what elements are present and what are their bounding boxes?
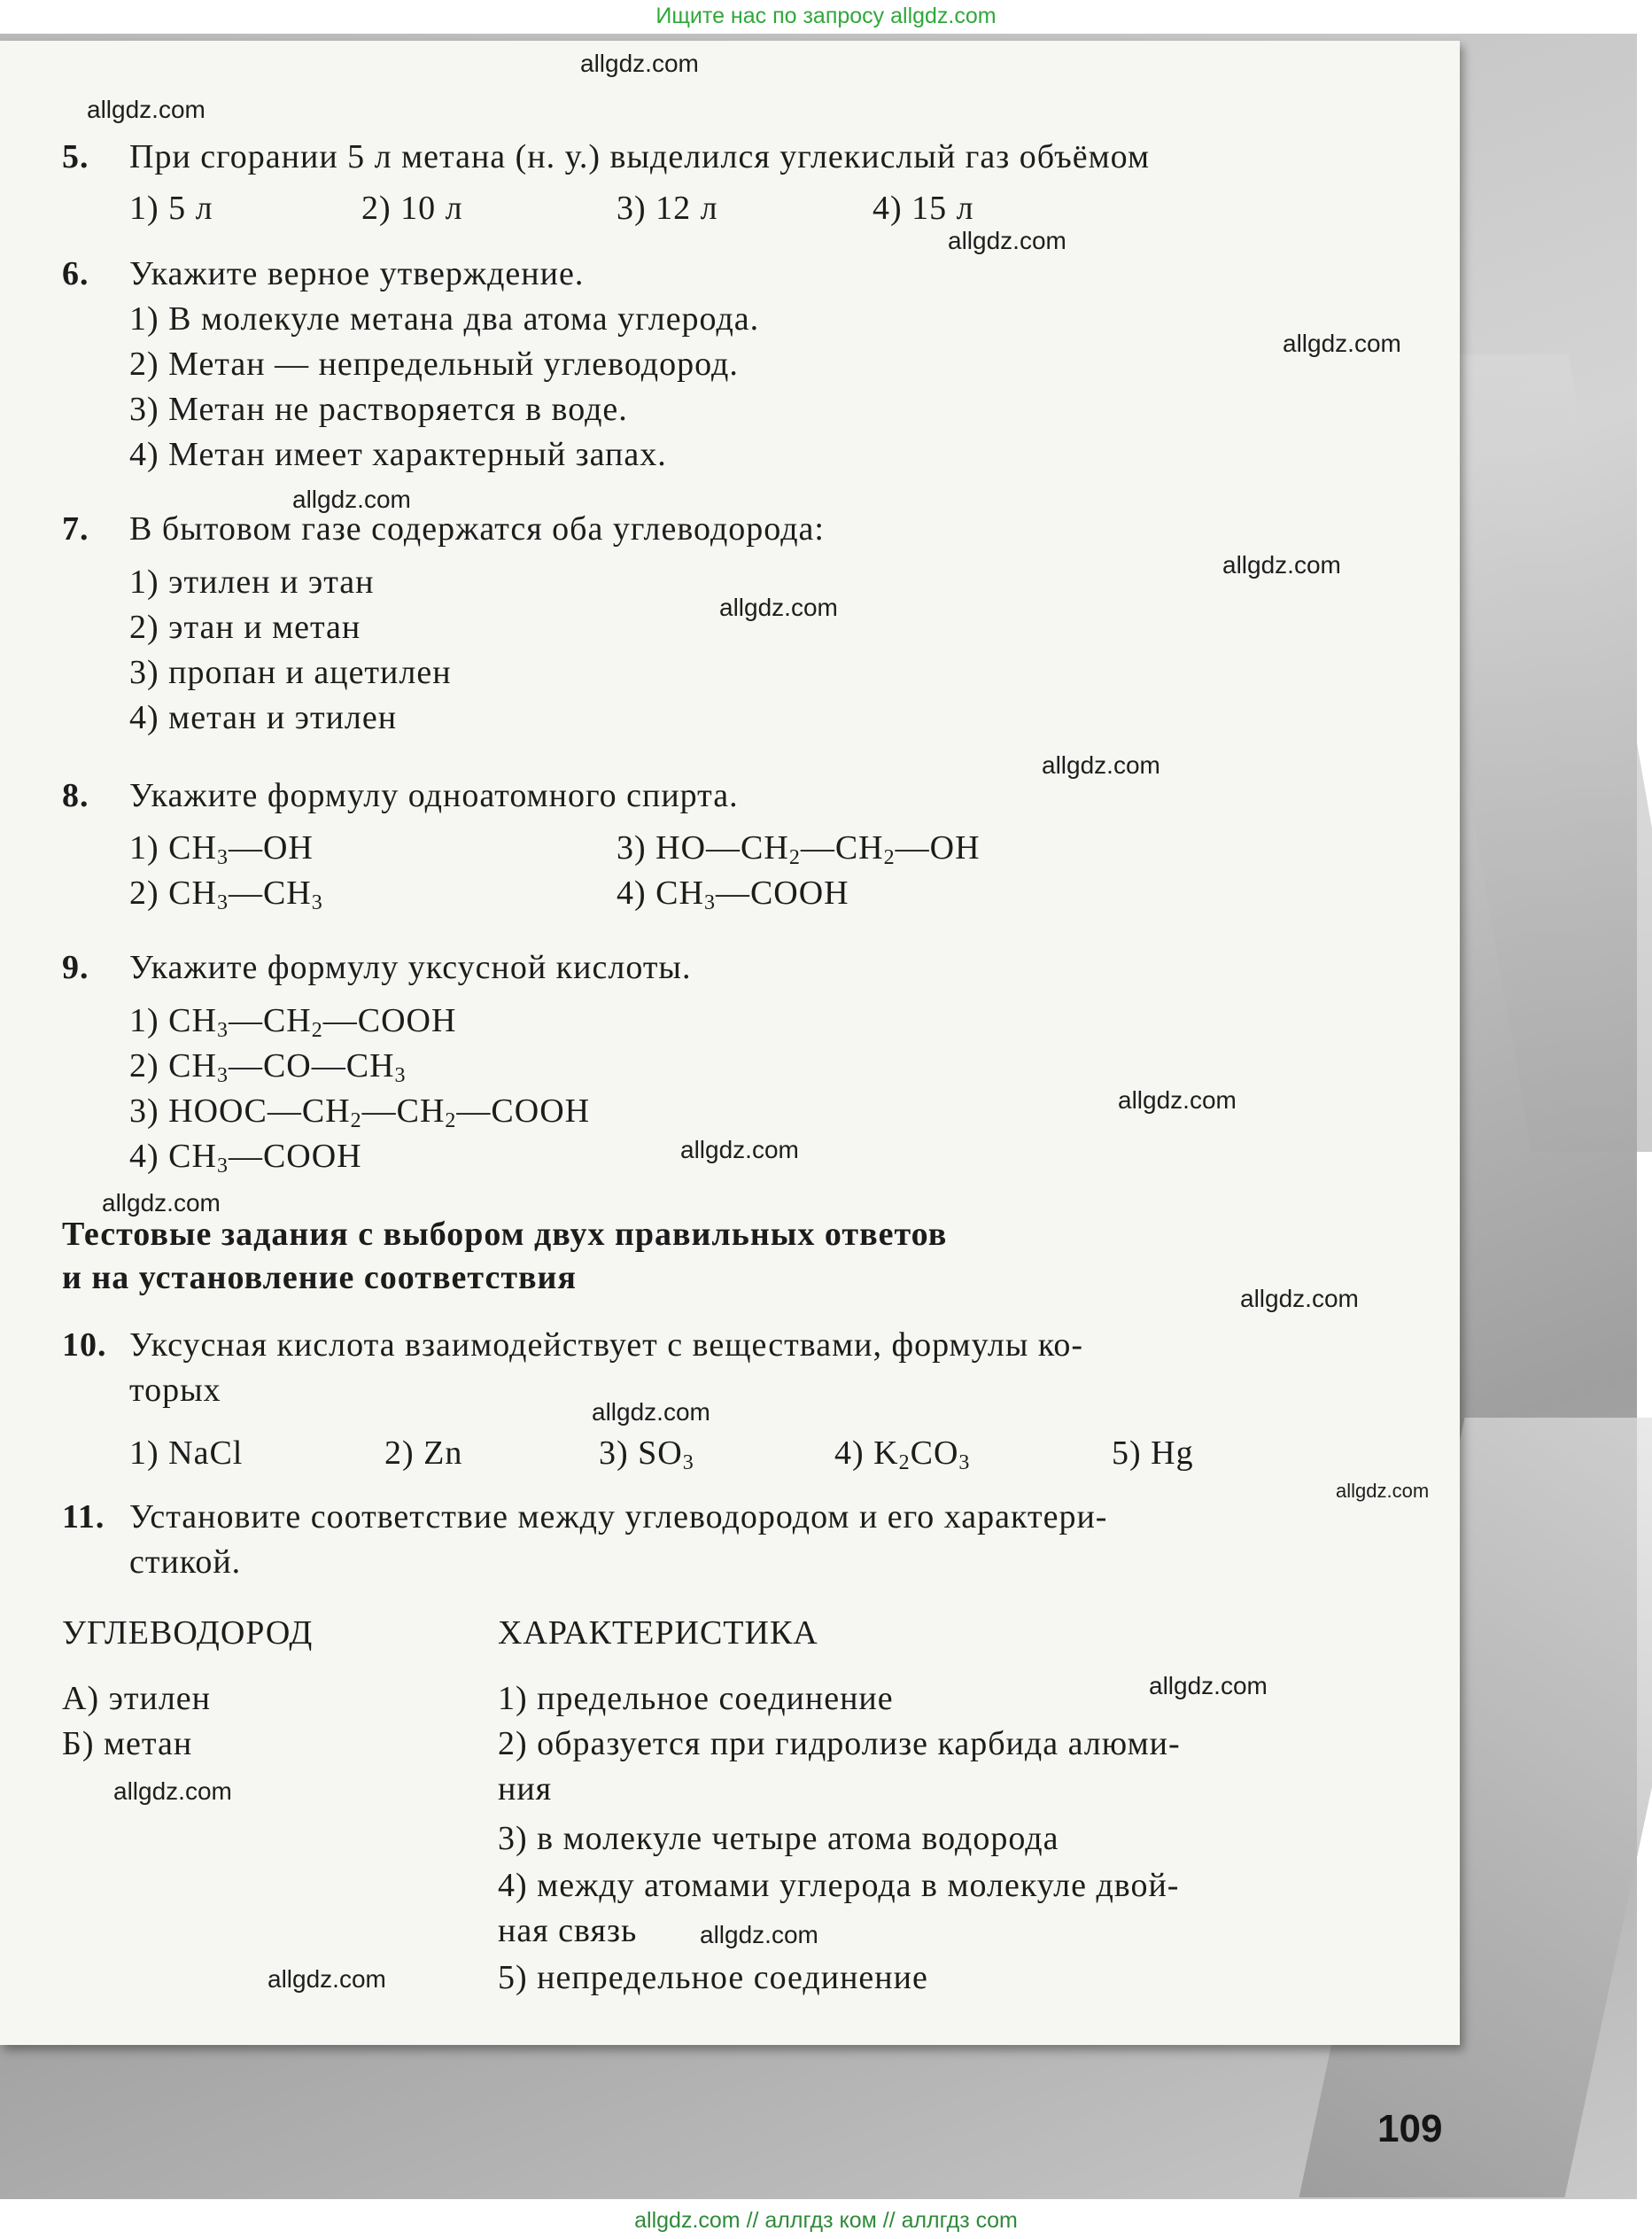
watermark[interactable]: allgdz.com [1222, 551, 1341, 579]
match-left-item: А) этилен [62, 1680, 212, 1717]
watermark[interactable]: allgdz.com [87, 96, 206, 123]
answer-option: 1) В молекуле метана два атома углерода. [129, 300, 760, 338]
answer-option: 4) Метан имеет характерный запах. [129, 436, 667, 473]
watermark[interactable]: allgdz.com [948, 227, 1066, 254]
question-text: торых [129, 1372, 221, 1409]
question-text: Укажите формулу уксусной кислоты. [129, 949, 692, 986]
question-number: 10. [62, 1326, 107, 1364]
question-text: Уксусная кислота взаимодействует с веществами, формулы ко- [129, 1326, 1084, 1364]
watermark[interactable]: allgdz.com [719, 594, 838, 621]
watermark[interactable]: allgdz.com [1118, 1086, 1237, 1114]
watermark[interactable]: allgdz.com [113, 1777, 232, 1805]
formula-option: 2) $CH_3—CO—CH_3$ [129, 1047, 407, 1087]
answer-option: 2) этан и метан [129, 609, 361, 646]
watermark[interactable]: allgdz.com [1336, 1480, 1430, 1502]
answer-option: 5) Hg [1112, 1434, 1194, 1472]
bottom-banner[interactable]: allgdz.com // аллгдз ком // аллгдз com [634, 2208, 1018, 2233]
formula-option: 3) $HOOC—CH_2—CH_2—COOH$ [129, 1092, 591, 1132]
answer-option: 2) 10 л [361, 190, 463, 227]
watermark[interactable]: allgdz.com [1240, 1285, 1359, 1312]
column-header: УГЛЕВОДОРОД [62, 1614, 314, 1652]
question-text: Укажите формулу одноатомного спирта. [129, 777, 739, 814]
formula-option: 4) $K_2CO_3$ [834, 1434, 971, 1474]
answer-option: 2) Метан — непредельный углеводород. [129, 346, 739, 383]
watermark[interactable]: allgdz.com [580, 50, 699, 77]
formula-option: 2) $CH_3—CH_3$ [129, 875, 323, 914]
textbook-page [0, 41, 1460, 2045]
formula-option: 3) $SO_3$ [599, 1434, 694, 1474]
section-heading: Тестовые задания с выбором двух правильных ответов [62, 1216, 948, 1253]
answer-option: 1) 5 л [129, 190, 213, 227]
watermark[interactable]: allgdz.com [680, 1136, 799, 1163]
question-number: 8. [62, 777, 89, 814]
question-number: 7. [62, 510, 89, 548]
question-number: 11. [62, 1498, 105, 1535]
question-text: При сгорании 5 л метана (н. у.) выделился углекислый газ объёмом [129, 138, 1151, 175]
watermark[interactable]: allgdz.com [1042, 751, 1160, 779]
section-heading: и на установление соответствия [62, 1259, 577, 1296]
formula-option: 1) $CH_3—OH$ [129, 829, 314, 869]
page-number: 109 [1377, 2107, 1443, 2150]
question-text: В бытовом газе содержатся оба углеводорода: [129, 510, 825, 548]
match-left-item: Б) метан [62, 1725, 193, 1762]
watermark[interactable]: allgdz.com [592, 1398, 710, 1426]
answer-option: 2) Zn [384, 1434, 463, 1472]
formula-option: 3) $HO—CH_2—CH_2—OH$ [617, 829, 981, 869]
match-right-item: ная связь [498, 1912, 638, 1949]
column-header: ХАРАКТЕРИСТИКА [498, 1614, 818, 1652]
formula-option: 4) $CH_3—COOH$ [129, 1138, 362, 1178]
answer-option: 4) метан и этилен [129, 699, 398, 736]
match-right-item: 3) в молекуле четыре атома водорода [498, 1820, 1059, 1857]
question-text: Укажите верное утверждение. [129, 255, 585, 292]
match-right-item: 4) между атомами углерода в молекуле двой- [498, 1867, 1180, 1904]
watermark[interactable]: allgdz.com [268, 1965, 386, 1993]
question-text: Установите соответствие между углеводородом и его характери- [129, 1498, 1108, 1535]
watermark[interactable]: allgdz.com [1149, 1672, 1268, 1699]
answer-option: 3) 12 л [617, 190, 718, 227]
top-banner[interactable]: Ищите нас по запросу allgdz.com [655, 4, 997, 28]
watermark[interactable]: allgdz.com [1283, 330, 1401, 357]
formula-option: 4) $CH_3—COOH$ [617, 875, 849, 914]
match-right-item: 1) предельное соединение [498, 1680, 894, 1717]
question-text: стикой. [129, 1543, 242, 1581]
match-right-item: ния [498, 1770, 553, 1808]
answer-option: 1) NaCl [129, 1434, 244, 1472]
match-right-item: 2) образуется при гидролизе карбида алюми- [498, 1725, 1181, 1762]
question-number: 6. [62, 255, 89, 292]
answer-option: 1) этилен и этан [129, 564, 375, 601]
question-number: 5. [62, 138, 89, 175]
answer-option: 3) Метан не растворяется в воде. [129, 391, 628, 428]
answer-option: 4) 15 л [873, 190, 974, 227]
answer-option: 3) пропан и ацетилен [129, 654, 452, 691]
match-right-item: 5) непредельное соединение [498, 1959, 928, 1996]
formula-option: 1) $CH_3—CH_2—COOH$ [129, 1002, 457, 1042]
watermark[interactable]: allgdz.com [292, 486, 411, 513]
watermark[interactable]: allgdz.com [102, 1189, 221, 1217]
watermark[interactable]: allgdz.com [700, 1921, 818, 1948]
question-number: 9. [62, 949, 89, 986]
